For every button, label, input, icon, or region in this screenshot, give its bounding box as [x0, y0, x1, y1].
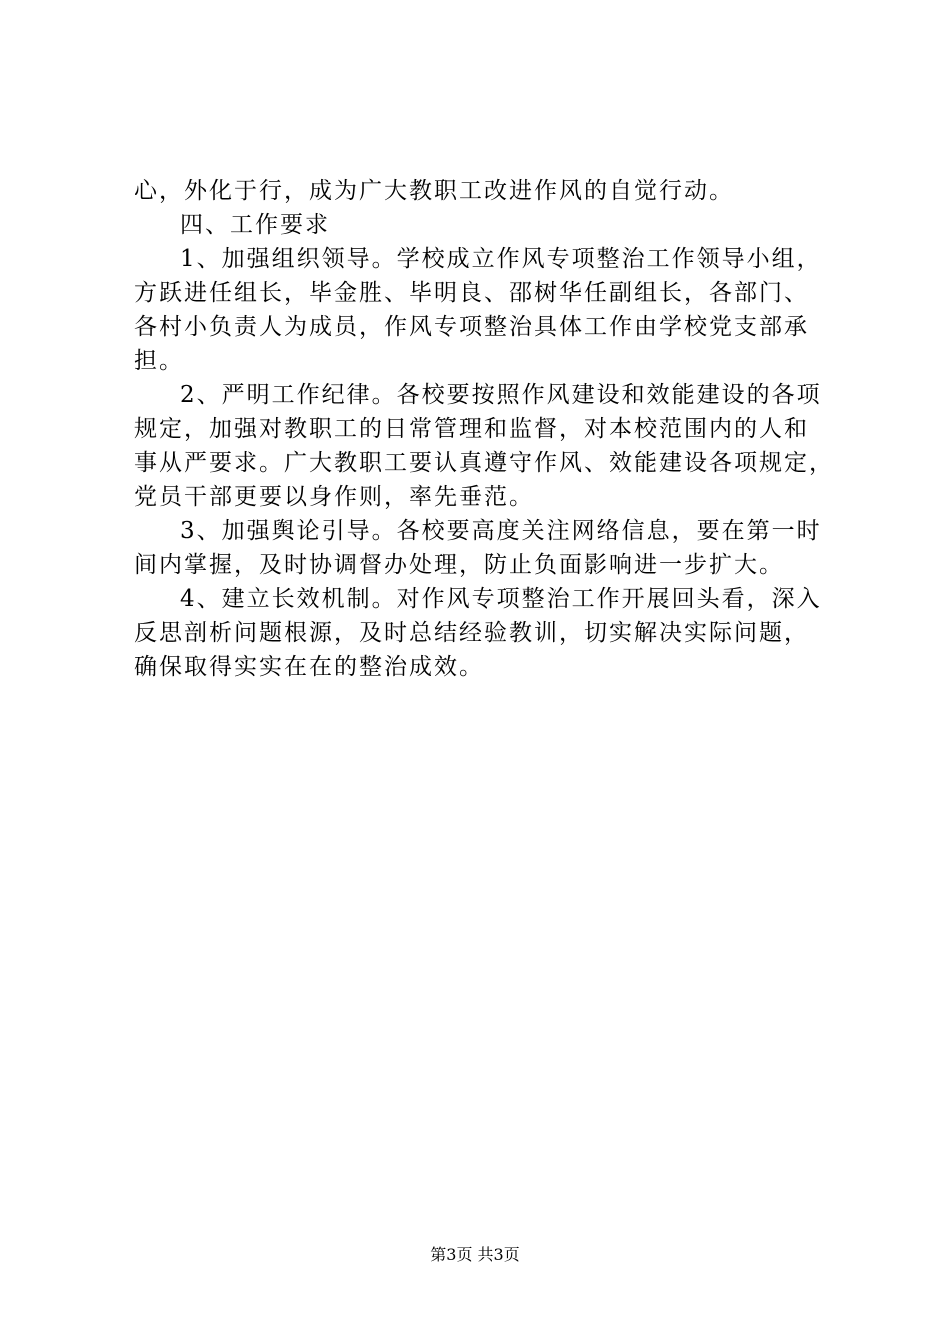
page-footer: 第3页 共3页: [430, 1245, 520, 1264]
body-line: 心，外化于行，成为广大教职工改进作风的自觉行动。: [134, 178, 734, 204]
body-line: 党员干部更要以身作则，率先垂范。: [134, 484, 534, 510]
body-line: 担。: [134, 348, 184, 374]
body-line: 3、加强舆论引导。各校要高度关注网络信息，要在第一时: [180, 518, 822, 544]
body-line: 4、建立长效机制。对作风专项整治工作开展回头看，深入: [180, 586, 822, 612]
body-line: 间内掌握，及时协调督办处理，防止负面影响进一步扩大。: [134, 552, 784, 578]
body-line: 1、加强组织领导。学校成立作风专项整治工作领导小组，: [180, 246, 822, 272]
body-line: 2、严明工作纪律。各校要按照作风建设和效能建设的各项: [180, 382, 822, 408]
section-heading: 四、工作要求: [180, 212, 330, 238]
body-line: 各村小负责人为成员，作风专项整治具体工作由学校党支部承: [134, 314, 809, 340]
body-line: 事从严要求。广大教职工要认真遵守作风、效能建设各项规定，: [134, 450, 834, 476]
document-body: [134, 174, 834, 684]
body-line: 方跃进任组长，毕金胜、毕明良、邵树华任副组长，各部门、: [134, 280, 809, 306]
body-line: 规定，加强对教职工的日常管理和监督，对本校范围内的人和: [134, 416, 809, 442]
body-line: 反思剖析问题根源，及时总结经验教训，切实解决实际问题，: [134, 620, 809, 646]
body-line: 确保取得实实在在的整治成效。: [134, 654, 484, 680]
